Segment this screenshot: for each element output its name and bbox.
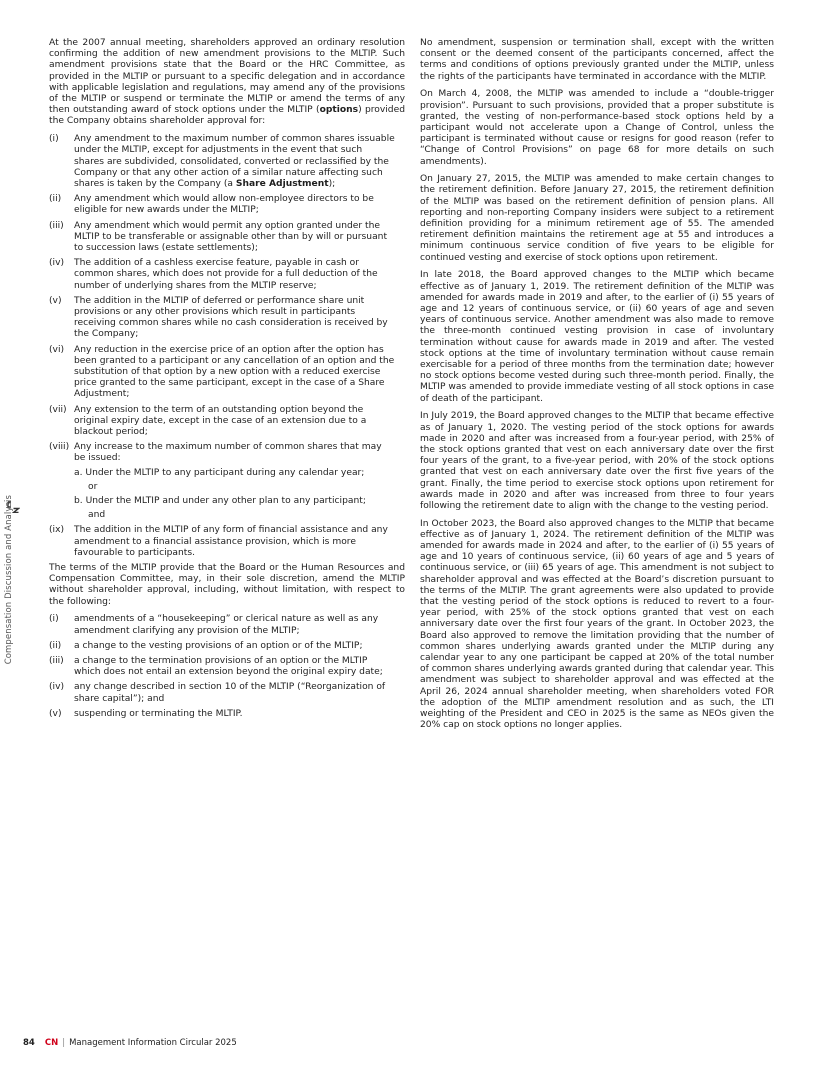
sub-list — [74, 468, 395, 522]
paragraph: In late 2018, the Board approved changes to the MLTIP which became effective as of January 1, 2019. The retirement definition of the MLTIP was amended for awards made in 2019 and after, to the earlier of (i) 55 years of age and 12 years of continuous service, or (ii) 60 years of age and seven years of continuous service. Another amendment was also made to remove the three-month continued vesting provision in case of involuntary termination without cause for awards made in 2019 and after. The vested stock options at the time of involuntary termination without cause remain exercisable for a period of three months from the termination date; however no stock options become vested during such three-month period. Finally, the MLTIP was amended to provide immediate vesting of all stock options in case of death of the participant. — [420, 270, 774, 404]
paragraph: In October 2023, the Board also approved changes to the MLTIP that became effective as of January 1, 2024. The retirement definition of the MLTIP was amended for awards made in 2024 and after, to the earlier of (i) 55 years of age and 10 years of continuous service, (ii) 60 years of age and 5 years of continuous service, or (iii) 65 years of age. This amendment is not subject to shareholder approval and was effected at the Board’s discretion pursuant to the terms of the MLTIP. The grant agreements were also updated to provide that the vesting period of the stock options is reduced to revert to a four-year period, with 25% of the stock options granted that vest on each anniversary date over the first four years of the grant. In October 2023, the Board also approved to remove the limitation providing that the number of common shares underlying awards granted under the MLTIP during any calendar year to any one participant be capped at 20% of the total number of common shares underlying awards granted during that calendar year. This amendment was subject to shareholder approval and was effected at the April 26, 2024 annual shareholder meeting, when shareholders voted FOR the adoption of the MLTIP amendment resolution and as such, the LTI weighting of the President and CEO in 2025 is the same as NEOs given the 20% cap on stock options no longer applies. — [420, 518, 774, 731]
list-item: (vii) Any extension to the term of an outstanding option beyond the original expiry date, except in the case of an extension due to a blackout period; — [49, 404, 367, 437]
list-item: (ii) a change to the vesting provisions of an option or of the MLTIP; — [49, 640, 363, 651]
intro-paragraph: At the 2007 annual meeting, shareholders approved an ordinary resolution confirming the addition of new amendment provisions to the MLTIP. Such amendment provisions state that the Board or the HRC Committee, as provided in the MLTIP or pursuant to a specific delegation and in accordance with applicable legislation and regulations, may amend any of the provisions of the MLTIP or suspend or terminate the MLTIP or amend the terms of any then outstanding award of stock options under the MLTIP (options) provided the Company obtains shareholder approval for: — [49, 38, 406, 127]
document-title: Management Information Circular 2025 — [69, 1038, 237, 1048]
section-sidebar — [2, 495, 26, 745]
brand-name: CN — [44, 1038, 59, 1048]
paragraph: On March 4, 2008, the MLTIP was amended to include a “double-trigger provision”. Pursuant to such provisions, provided that a proper substitute is granted, the vesting of non-performance-based stock options held by a participant would not accelerate upon a Change of Control, unless the participant is terminated without cause or resigns for good reason (refer to “Change of Control Provisions” on page 68 for more details on such amendments). — [420, 89, 774, 167]
sub-or: or — [88, 481, 98, 492]
page-footer — [23, 1038, 237, 1048]
list-item: (v) The addition in the MLTIP of deferred or performance share unit provisions or any other provisions which result in participants receiving common shares while no cash consideration is received by the Company; — [49, 295, 388, 340]
sub-and: and — [88, 510, 106, 521]
right-column — [420, 38, 774, 738]
list-item: (iii) a change to the termination provisions of an option or the MLTIP which does not entail an extension beyond the original expiry date; — [49, 655, 383, 678]
no-approval-list — [49, 614, 405, 720]
list-item: (vi) Any reduction in the exercise price of an option after the option has been granted to a participant or any cancellation of an option and the substitution of that option by a new option with a reduced exercise price granted to the same participant, except in the case of a Share Adjustment; — [49, 344, 395, 400]
sub-item-a: a. Under the MLTIP to any participant during any calendar year; — [74, 467, 365, 478]
paragraph: On January 27, 2015, the MLTIP was amended to make certain changes to the retirement definition. Before January 27, 2015, the retirement definition of the MLTIP was based on the retirement definition of pension plans. All reporting and non-reporting Company insiders were subject to a retirement definition providing for a minimum retirement age of 55. The amended retirement definition maintains the retirement age at 55 and introduces a minimum continuous service condition of five years to be eligible for continued vesting and exercise of stock options upon retirement. — [420, 174, 774, 263]
list-item: (viii) Any increase to the maximum number of common shares that may be issued: a. Under the MLTIP to any participant during any calendar year; or b. Under the MLTIP and under any other plan to any participant; and — [49, 442, 405, 521]
board-discretion-paragraph: The terms of the MLTIP provide that the Board or the Human Resources and Compensation Committee, may, in their sole discretion, amend the MLTIP without shareholder approval, including, without limitation, with respect to the following: — [49, 563, 405, 607]
section-label: Compensation Discussion and Analysis — [4, 495, 14, 665]
list-item: (v) suspending or terminating the MLTIP. — [49, 708, 243, 719]
list-item: (iv) any change described in section 10 of the MLTIP (“Reorganization of share capital”); and — [49, 682, 386, 704]
sub-item-b: b. Under the MLTIP and under any other plan to any participant; — [74, 496, 366, 507]
list-item: (i) amendments of a “housekeeping” or clerical nature as well as any amendment clarifying any provision of the MLTIP; — [49, 614, 379, 636]
paragraph: In July 2019, the Board approved changes to the MLTIP that became effective as of January 1, 2020. The vesting period of the stock options for awards made in 2020 and after was increased from a four-year period, with 25% of the stock options granted that vest on each anniversary date over the first four years of the grant, to a five-year period, with 20% of the stock options granted that vest on each anniversary date over the first five years of the grant. Finally, the time period to exercise stock options upon retirement for awards made in 2020 and after was increased from three to four years following the retirement date to align with the change to the vesting period. — [420, 411, 774, 511]
paragraph: No amendment, suspension or termination shall, except with the written consent or the deemed consent of the participants concerned, affect the terms and conditions of options previously granted under the MLTIP, unless the rights of the participants have terminated in accordance with the MLTIP. — [420, 38, 774, 82]
left-column — [49, 38, 405, 724]
list-item: (ii) Any amendment which would allow non-employee directors to be eligible for new awards under the MLTIP; — [49, 194, 374, 216]
footer-separator: | — [62, 1038, 66, 1048]
list-item: (iv) The addition of a cashless exercise feature, payable in cash or common shares, which does not provide for a full deduction of the number of underlying shares from the MLTIP reserve; — [49, 258, 378, 291]
list-item: (ix) The addition in the MLTIP of any form of financial assistance and any amendment to a financial assistance provision, which is more favourable to participants. — [49, 525, 388, 558]
shareholder-approval-list — [49, 134, 405, 559]
page-number: 84 — [23, 1038, 35, 1048]
list-item: (iii) Any amendment which would permit any option granted under the MLTIP to be transferable or assignable other than by will or pursuant to succession laws (estate settlements); — [49, 220, 388, 253]
list-item: (i) Any amendment to the maximum number of common shares issuable under the MLTIP, except for adjustments in the event that such shares are subdivided, consolidated, converted or reclassified by the Company or that any other action of a similar nature affecting such shares is taken by the Company (a Share Adjustment); — [49, 134, 395, 189]
